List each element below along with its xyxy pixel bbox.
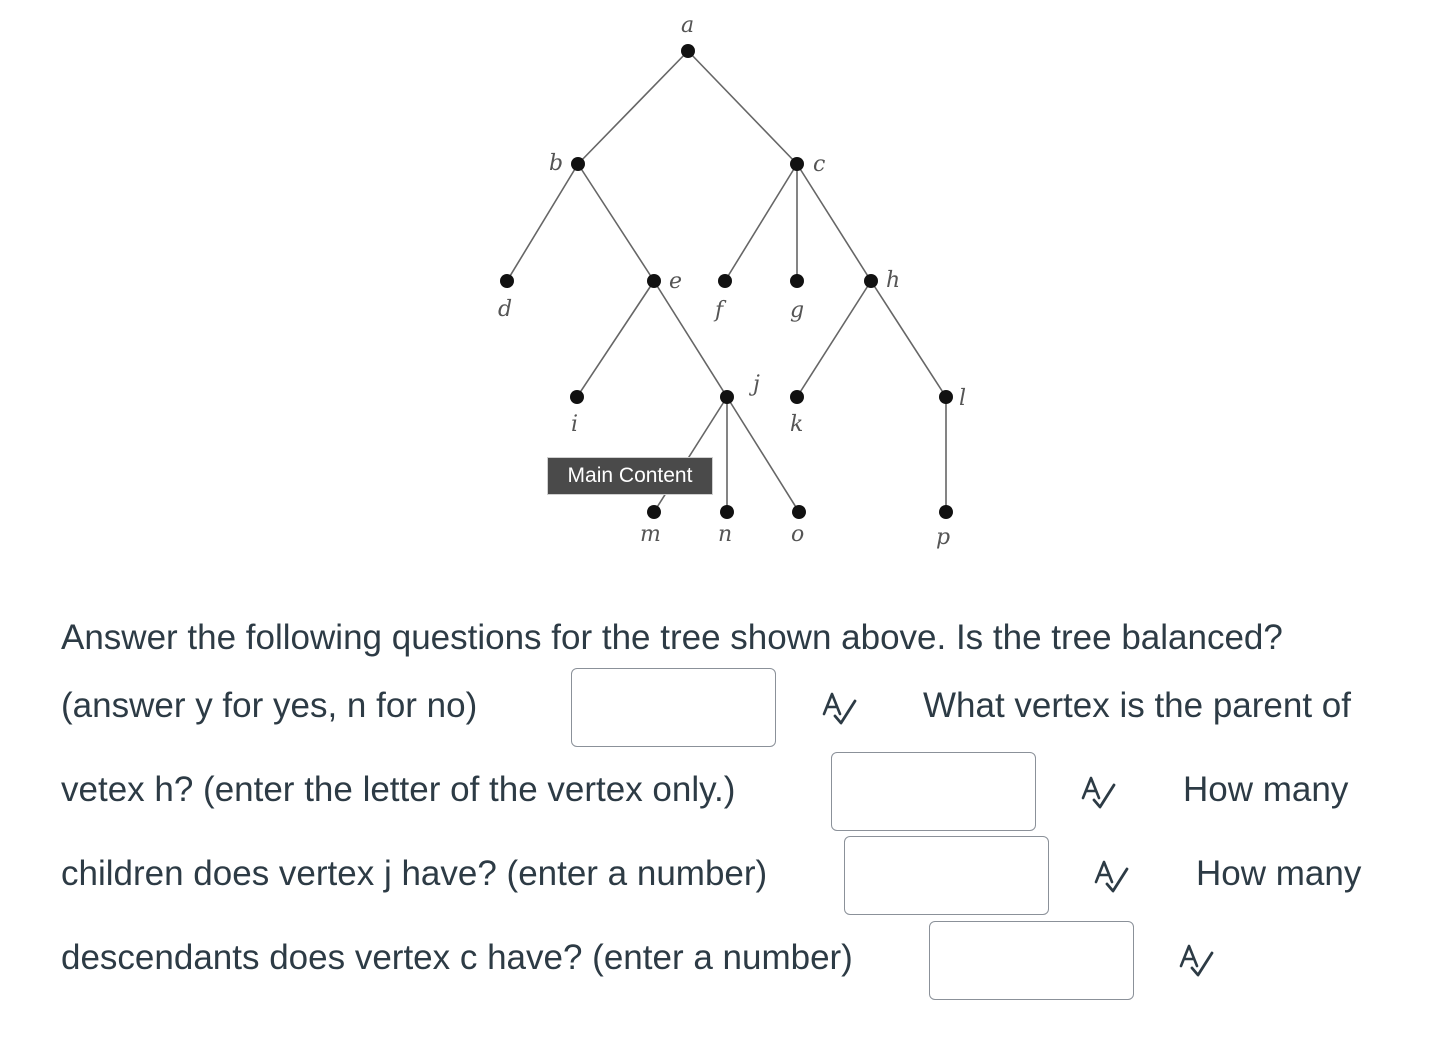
parent-question-text-end: vetex h? (enter the letter of the vertex only.) [61,770,736,809]
vertex-h [864,274,878,288]
question-line-4 [0,844,1434,904]
vertex-label-f: f [715,298,724,323]
vertex-i [570,390,584,404]
spell-check-icon[interactable] [818,688,858,728]
vertex-f [718,274,732,288]
vertex-label-o: o [791,522,805,547]
vertex-label-n: n [718,522,733,547]
vertex-g [790,274,804,288]
balanced-question-text: (answer y for yes, n for no) [61,686,478,725]
children-question-text-end: children does vertex j have? (enter a number) [61,854,768,893]
vertex-label-k: k [790,412,804,437]
edge-c-h [797,164,871,281]
vertex-label-d: d [498,297,513,322]
question-line-5 [0,928,1434,988]
edge-b-d [507,164,578,281]
vertex-label-l: l [959,386,967,411]
question-line-1 [0,608,1434,668]
edge-b-e [578,164,654,281]
edge-a-b [578,51,688,164]
vertex-n [720,505,734,519]
vertex-label-m: m [640,522,661,547]
main-content-tooltip: Main Content [547,457,713,495]
descendants-question-text-start: How many [1196,854,1362,893]
vertex-label-c: c [813,152,826,177]
vertex-label-i: i [571,412,579,437]
vertex-label-j: j [753,372,760,397]
edge-g-k [797,281,871,397]
vertex-o [792,505,806,519]
vertex-label-p: p [936,525,951,550]
descendants-question-text-end: descendants does vertex c have? (enter a number) [61,938,853,977]
children-j-answer-input[interactable] [844,836,1049,915]
vertex-label-h: h [886,268,901,293]
vertex-j [720,390,734,404]
edge-h-l [871,281,946,397]
children-question-text-start: How many [1183,770,1349,809]
vertex-m [647,505,661,519]
parent-h-answer-input[interactable] [831,752,1036,831]
vertex-a [681,44,695,58]
descendants-c-answer-input[interactable] [929,921,1134,1000]
question-line-3 [0,760,1434,820]
vertex-b [571,157,585,171]
edge-c-f [725,164,797,281]
edge-a-c [688,51,797,164]
vertex-label-a: a [681,13,695,38]
spell-check-icon[interactable] [1077,772,1117,812]
vertex-l [939,390,953,404]
edge-e-i [577,281,654,397]
vertex-label-g: g [790,298,805,323]
parent-question-text-start: What vertex is the parent of [923,686,1351,725]
vertex-k [790,390,804,404]
spell-check-icon[interactable] [1090,856,1130,896]
edge-j-o [727,397,799,512]
vertex-label-b: b [549,151,564,176]
vertex-label-e: e [669,269,683,294]
vertex-c [790,157,804,171]
balanced-answer-input[interactable] [571,668,776,747]
vertex-e [647,274,661,288]
question-intro-text: Answer the following questions for the tree shown above. Is the tree balanced? [61,618,1283,657]
spell-check-icon[interactable] [1175,940,1215,980]
vertex-p [939,505,953,519]
vertex-d [500,274,514,288]
